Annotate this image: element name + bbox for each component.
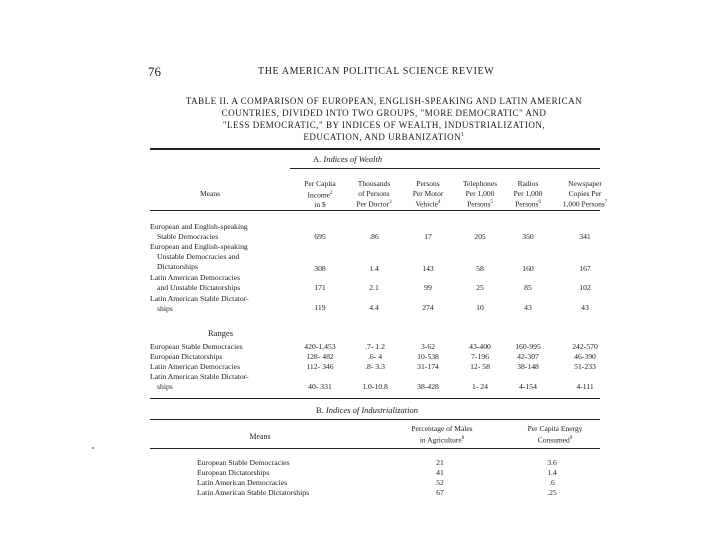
table-cell: 695 xyxy=(314,232,326,241)
table-cell: 40- 331 xyxy=(308,382,332,391)
table-cell: 341 xyxy=(579,232,591,241)
table-cell: 160 xyxy=(522,264,534,273)
table-cell: 21 xyxy=(436,458,444,467)
table-cell: 25 xyxy=(476,283,484,292)
table-cell: 43 xyxy=(581,303,589,312)
row-label: European and English-speaking xyxy=(150,242,248,251)
row-label: European Stable Democracies xyxy=(197,458,290,467)
section-divider-rule xyxy=(150,398,600,399)
header-rule-b xyxy=(150,448,600,449)
row-label: ships xyxy=(157,304,173,313)
table-title-line: EDUCATION, AND URBANIZATION$^1$ xyxy=(303,132,465,142)
row-label: Latin American Stable Dictator- xyxy=(150,294,249,303)
col-header-energy: Per Capita Energy Consumed$^9$ xyxy=(527,424,583,444)
table-cell: 10-538 xyxy=(417,352,439,361)
table-cell: 31-174 xyxy=(417,362,439,371)
row-label: and Unstable Dictatorships xyxy=(157,283,241,292)
table-top-rule xyxy=(150,148,600,150)
row-label: European and English-speaking xyxy=(150,222,248,231)
header-rule xyxy=(150,210,600,211)
table-cell: 4-154 xyxy=(519,382,537,391)
row-label: European Stable Democracies xyxy=(150,342,243,351)
table-cell: 67 xyxy=(436,488,444,497)
col-header-doctors: Thousands of Persons Per Doctor$^3$ xyxy=(356,179,392,209)
table-cell: 3.6 xyxy=(547,458,557,467)
row-label: Latin American Democracies xyxy=(150,362,241,371)
table-cell: 420-1,453 xyxy=(304,342,336,351)
table-cell: 12- 58 xyxy=(470,362,490,371)
scan-speck xyxy=(92,447,94,449)
row-label: European Dictatorships xyxy=(197,468,270,477)
table-cell: 128- 482 xyxy=(306,352,334,361)
table-cell: 112- 346 xyxy=(306,362,334,371)
running-head: THE AMERICAN POLITICAL SCIENCE REVIEW xyxy=(258,66,495,77)
row-label: Stable Democracies xyxy=(157,232,219,241)
table-cell: 143 xyxy=(422,264,434,273)
table-cell: 242-570 xyxy=(572,342,598,351)
table-cell: 85 xyxy=(524,283,532,292)
row-label: Latin American Democracies xyxy=(197,478,288,487)
table-cell: 43-400 xyxy=(469,342,491,351)
row-label: ships xyxy=(157,382,173,391)
table-cell: 350 xyxy=(522,232,534,241)
table-cell: .7- 1.2 xyxy=(365,342,385,351)
table-cell: 1.4 xyxy=(547,468,557,477)
table-cell: 38-148 xyxy=(517,362,539,371)
col-header-means-b: Means xyxy=(249,432,271,441)
row-label: Latin American Democracies xyxy=(150,273,241,282)
table-cell: 10 xyxy=(476,303,484,312)
table-cell: 99 xyxy=(424,283,432,292)
table-cell: 171 xyxy=(314,283,326,292)
table-cell: 38-428 xyxy=(417,382,439,391)
table-cell: 17 xyxy=(424,232,432,241)
table-cell: 119 xyxy=(314,303,326,312)
table-cell: 1.4 xyxy=(369,264,379,273)
ranges-heading: Ranges xyxy=(208,328,234,338)
table-cell: .86 xyxy=(369,232,379,241)
table-title-line: "LESS DEMOCRATIC," BY INDICES OF WEALTH, INDUSTRIALIZATION, xyxy=(222,120,546,130)
col-header-income: Per Capita Income$^2$ in $ xyxy=(304,179,336,209)
page-number: 76 xyxy=(148,64,161,79)
row-label: Latin American Stable Dictator- xyxy=(150,372,249,381)
row-label: European Dictatorships xyxy=(150,352,223,361)
table-cell: 41 xyxy=(436,468,444,477)
table-cell: 52 xyxy=(436,478,444,487)
table-cell: 102 xyxy=(579,283,591,292)
row-label: Dictatorships xyxy=(157,262,198,271)
table-cell: .25 xyxy=(547,488,557,497)
table-cell: 1.0-10.8 xyxy=(362,382,388,391)
table-cell: 51-233 xyxy=(574,362,596,371)
table-cell: 43 xyxy=(524,303,532,312)
table-cell: 1- 24 xyxy=(471,382,488,391)
table-cell: 46-390 xyxy=(574,352,596,361)
table-cell: 4-111 xyxy=(576,382,594,391)
table-title-line: COUNTRIES, DIVIDED INTO TWO GROUPS, "MORE DEMOCRATIC" AND xyxy=(221,108,547,118)
table-cell: 167 xyxy=(579,264,591,273)
table-cell: 4.4 xyxy=(369,303,379,312)
section-b-rule xyxy=(150,419,600,420)
table-cell: 3-62 xyxy=(420,342,436,351)
table-cell: 274 xyxy=(422,303,434,312)
col-header-telephones: Telephones Per 1,000 Persons$^5$ xyxy=(462,179,498,209)
table-cell: 58 xyxy=(476,264,484,273)
col-header-newspapers: Newspaper Copies Per 1,000 Persons$^7$ xyxy=(562,179,608,209)
table-cell: .8- 3.3 xyxy=(365,362,385,371)
row-label: Latin American Stable Dictatorships xyxy=(197,488,310,497)
table-cell: 7-196 xyxy=(471,352,489,361)
table-cell: .6- 4 xyxy=(367,352,383,361)
section-b-caption: B. Indices of Industrialization xyxy=(316,405,419,415)
table-cell: 205 xyxy=(474,232,486,241)
col-header-means: Means xyxy=(200,189,220,198)
table-title-line: TABLE II. A COMPARISON OF EUROPEAN, ENGLISH-SPEAKING AND LATIN AMERICAN xyxy=(185,96,583,106)
col-header-radios: Radios Per 1,000 Persons$^6$ xyxy=(513,179,543,209)
table-cell: 308 xyxy=(314,264,326,273)
section-a-rule xyxy=(290,168,600,169)
table-cell: .6 xyxy=(549,478,555,487)
table-cell: 160-995 xyxy=(515,342,541,351)
col-header-vehicles: Persons Per Motor Vehicle$^4$ xyxy=(412,179,444,209)
table-cell: 2.1 xyxy=(369,283,379,292)
table-cell: 42-307 xyxy=(517,352,539,361)
col-header-agriculture: Percentage of Males in Agriculture$^8$ xyxy=(411,424,473,444)
row-label: Unstable Democracies and xyxy=(157,252,240,261)
section-a-caption: A. Indices of Wealth xyxy=(313,154,383,164)
